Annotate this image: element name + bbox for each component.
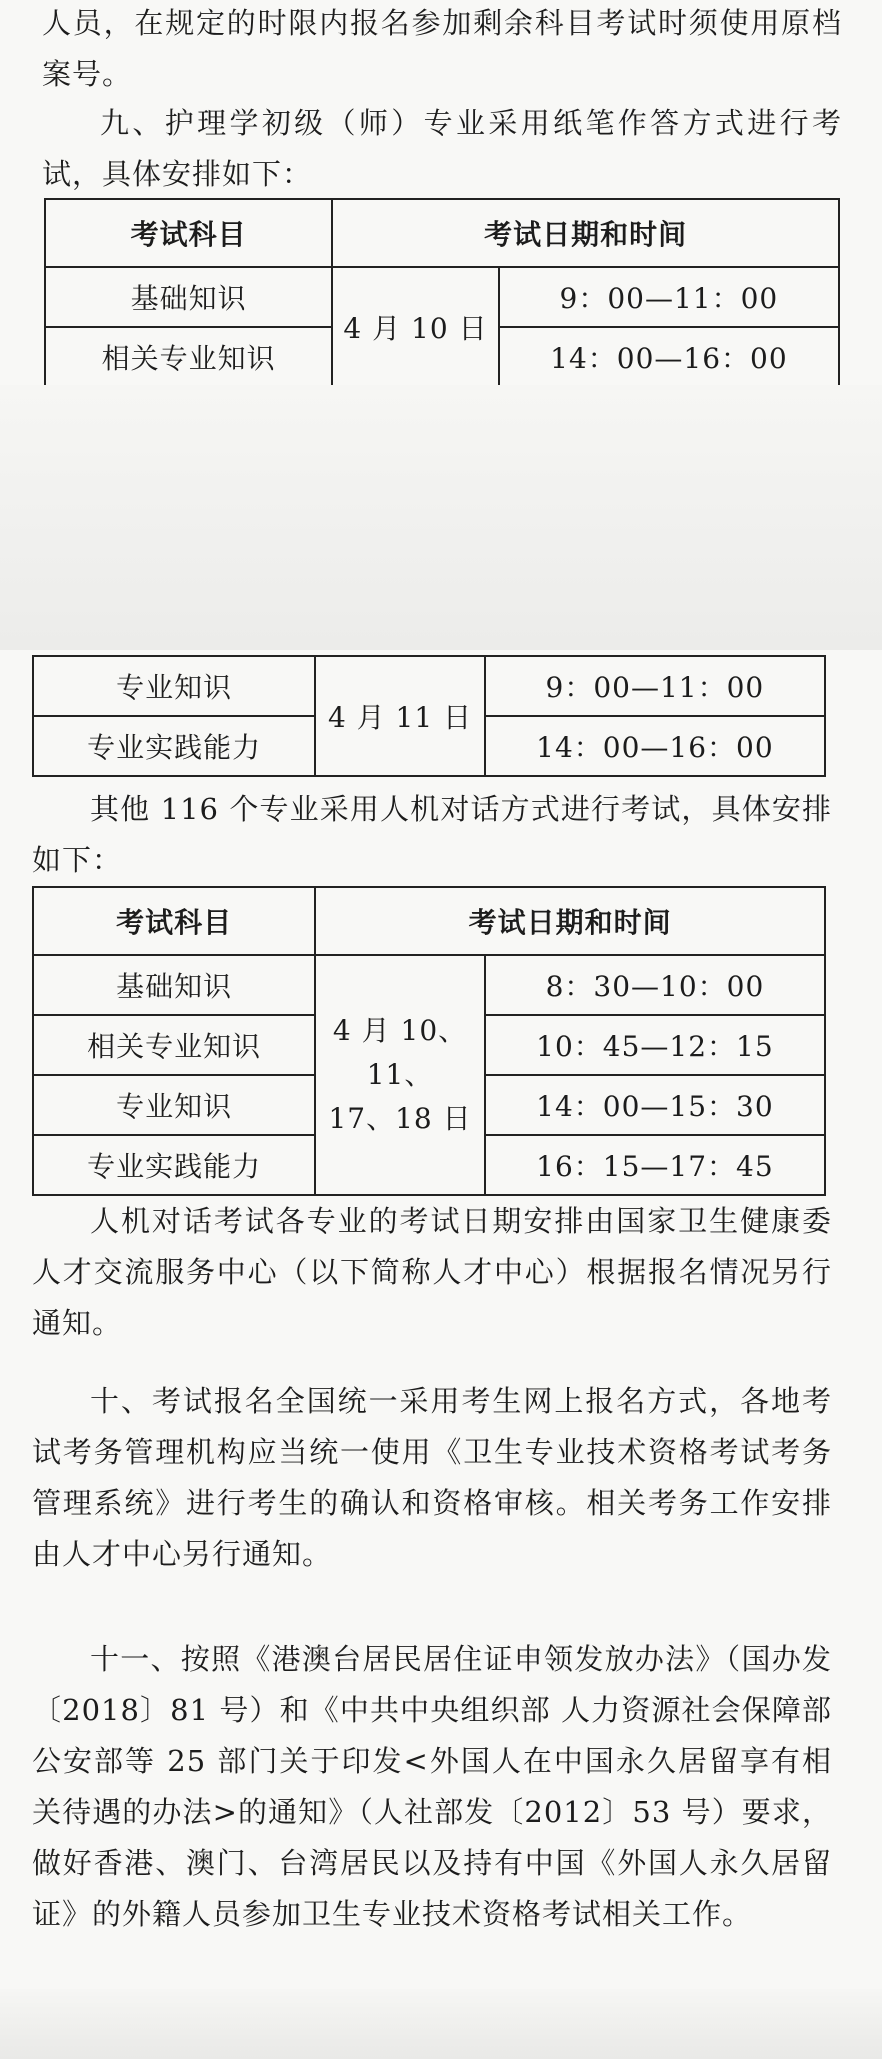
date-line: 4 月 10、11、 — [332, 1014, 468, 1091]
paragraph-continuation: 人员，在规定的时限内报名参加剩余科目考试时须使用原档案号。 — [42, 6, 842, 91]
table-header-time: 考试日期和时间 — [315, 887, 825, 955]
time-cell: 9：00—11：00 — [499, 267, 839, 327]
time-cell: 14：00—15：30 — [485, 1075, 825, 1135]
date-cell: 4 月 11 日 — [315, 656, 485, 776]
date-cell: 4 月 10 日 — [332, 267, 499, 387]
date-line: 17、18 日 — [328, 1102, 472, 1135]
schedule-table-paper-continued — [32, 655, 826, 777]
table-row — [33, 955, 825, 1015]
time-cell: 9：00—11：00 — [485, 656, 825, 716]
page-break-gap — [0, 385, 882, 650]
subject-cell: 专业实践能力 — [33, 1135, 315, 1195]
table-row — [33, 656, 825, 716]
subject-cell: 相关专业知识 — [45, 327, 332, 387]
paragraph-ten: 十、考试报名全国统一采用考生网上报名方式，各地考试考务管理机构应当统一使用《卫生专业技术资格考试考务管理系统》进行考生的确认和资格审核。相关考务工作安排由人才中心另行通知。 — [32, 1384, 832, 1571]
schedule-table-computer — [32, 886, 826, 1196]
page-bottom-shade — [0, 1989, 882, 2059]
subject-cell: 相关专业知识 — [33, 1015, 315, 1075]
time-cell: 16：15—17：45 — [485, 1135, 825, 1195]
paragraph-computer-notice: 人机对话考试各专业的考试日期安排由国家卫生健康委人才交流服务中心（以下简称人才中心）根据报名情况另行通知。 — [32, 1204, 832, 1340]
paragraph-nine: 九、护理学初级（师）专业采用纸笔作答方式进行考试，具体安排如下： — [42, 106, 842, 191]
table-header-subject: 考试科目 — [33, 887, 315, 955]
subject-cell: 专业知识 — [33, 656, 315, 716]
subject-cell: 基础知识 — [45, 267, 332, 327]
table-header-subject: 考试科目 — [45, 199, 332, 267]
subject-cell: 专业实践能力 — [33, 716, 315, 776]
schedule-table-paper — [44, 198, 840, 388]
paragraph-eleven: 十一、按照《港澳台居民居住证申领发放办法》（国办发〔2018〕81 号）和《中共中央组织部 人力资源社会保障部 公安部等 25 部门关于印发<外国人在中国永久居留享有相关待遇的办法>的通知》（人社部发〔2012〕53 号）要求，做好香港、澳门、台湾居民以及持有中国《外国人永久居留证》的外籍人员参加卫生专业技术资格考试相关工作。 — [32, 1642, 832, 1931]
subject-cell: 专业知识 — [33, 1075, 315, 1135]
time-cell: 8：30—10：00 — [485, 955, 825, 1015]
paragraph-other-majors: 其他 116 个专业采用人机对话方式进行考试，具体安排如下： — [32, 792, 832, 877]
time-cell: 14：00—16：00 — [499, 327, 839, 387]
time-cell: 14：00—16：00 — [485, 716, 825, 776]
time-cell: 10：45—12：15 — [485, 1015, 825, 1075]
date-cell — [315, 955, 485, 1195]
table-header-time: 考试日期和时间 — [332, 199, 839, 267]
subject-cell: 基础知识 — [33, 955, 315, 1015]
table-row — [45, 267, 839, 327]
